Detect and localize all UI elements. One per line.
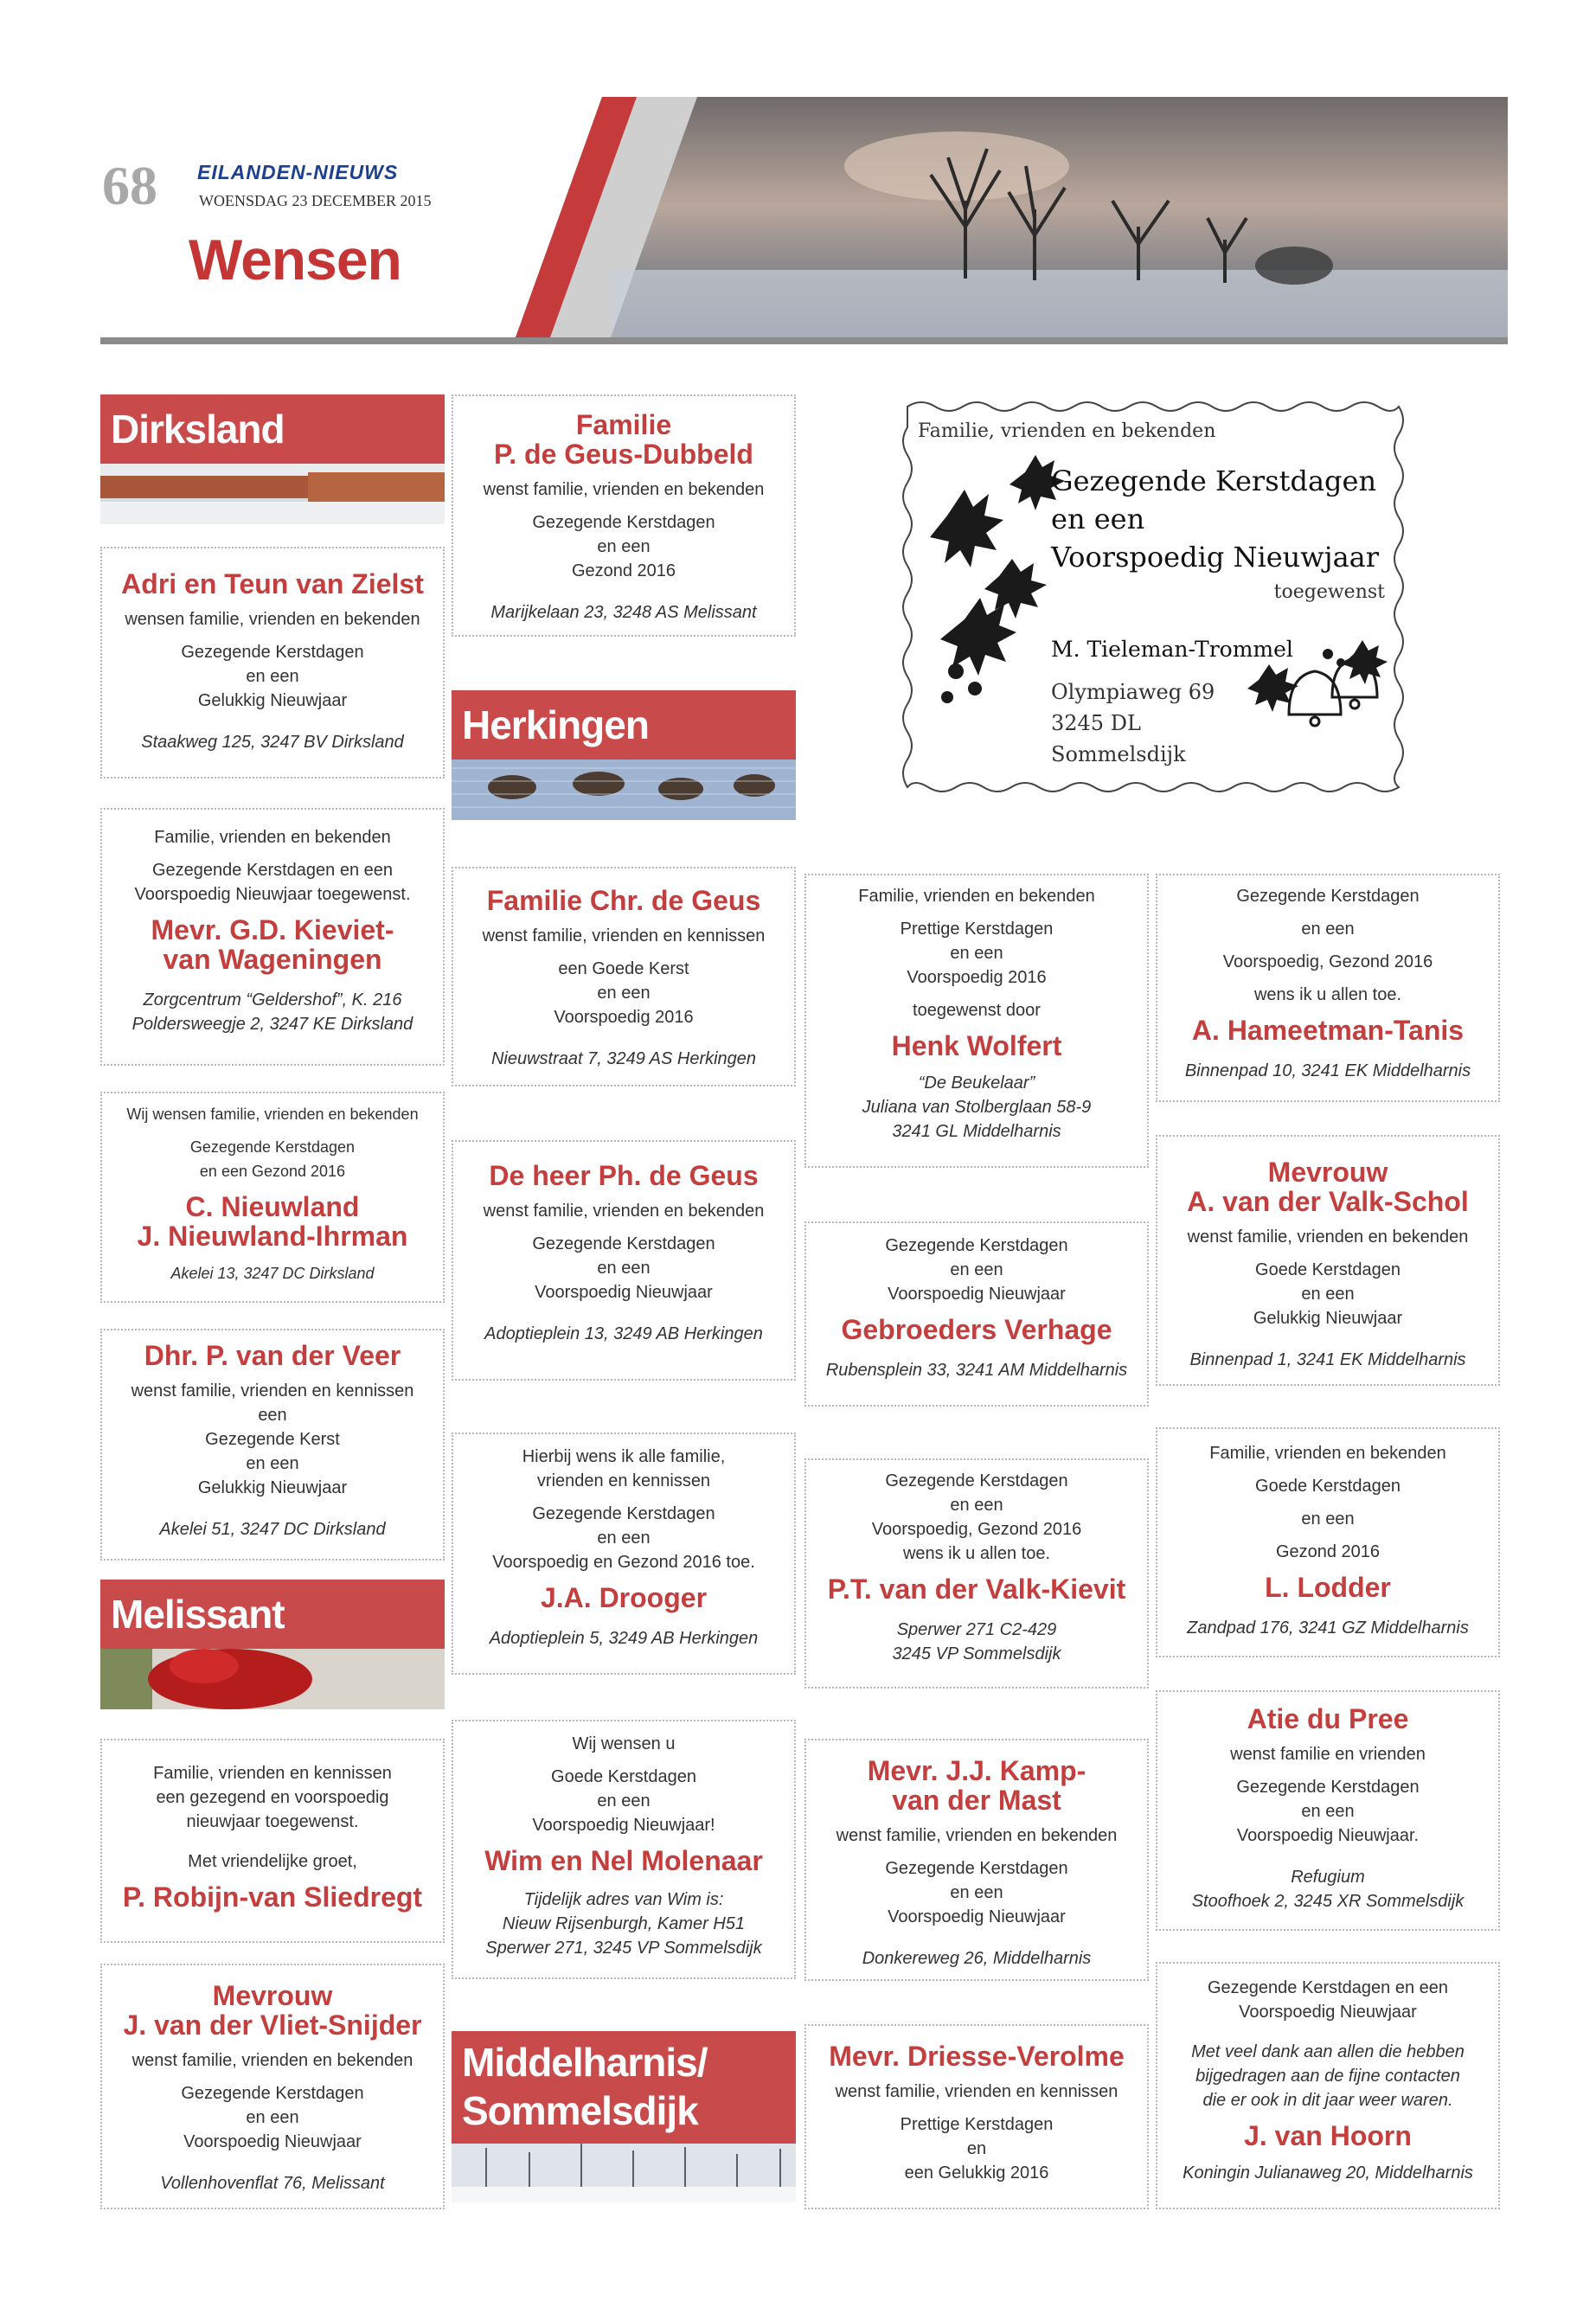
ad-name: Atie du Pree: [1247, 1703, 1409, 1734]
ad-text: en een: [950, 1260, 1003, 1279]
ad-hameetman: [1156, 874, 1500, 1102]
ad-name: Mevr. J.J. Kamp-: [867, 1755, 1086, 1786]
ad-text: wenst familie, vrienden en bekenden: [483, 1202, 765, 1221]
ad-address: Binnenpad 10, 3241 EK Middelharnis: [1184, 1061, 1471, 1080]
ad-robijn: [100, 1739, 445, 1943]
ad-text: Voorspoedig 2016: [907, 968, 1047, 987]
ad-address: Staakweg 125, 3247 BV Dirksland: [141, 733, 404, 752]
ad-text: Voorspoedig, Gezond 2016: [1222, 952, 1433, 971]
ad-van-der-veer: [100, 1329, 445, 1561]
ad-name: Familie Chr. de Geus: [486, 885, 761, 916]
ad-address: Stoofhoek 2, 3245 XR Sommelsdijk: [1191, 1892, 1465, 1911]
poinsettia-photo: [100, 1649, 445, 1709]
ad-van-der-valk-kievit: [804, 1458, 1149, 1689]
ad-text: Familie, vrienden en bekenden: [858, 887, 1095, 906]
ad-text: Wij wensen familie, vrienden en bekenden: [126, 1106, 419, 1123]
ad-text: een Gelukkig 2016: [904, 2163, 1049, 2182]
ad-text: Gezegende Kerstdagen: [885, 1471, 1068, 1490]
ad-address: Adoptieplein 5, 3249 AB Herkingen: [489, 1629, 759, 1648]
ad-name: Mevrouw: [1267, 1157, 1388, 1188]
ad-address: Poldersweegje 2, 3247 KE Dirksland: [131, 1015, 413, 1034]
section-title-line2: Sommelsdijk: [462, 2088, 698, 2133]
card-intro: Familie, vrienden en bekenden: [918, 420, 1216, 442]
ad-text: en een: [246, 2108, 299, 2127]
ad-text: Prettige Kerstdagen: [900, 920, 1054, 939]
ad-text: en een: [1301, 920, 1355, 939]
ad-text: en een: [1301, 1802, 1355, 1821]
ad-name: Adri en Teun van Zielst: [121, 568, 424, 599]
ad-text: toegewenst door: [913, 1001, 1041, 1020]
ad-kieviet: [100, 808, 445, 1066]
ad-text: en een: [950, 1883, 1003, 1902]
ad-text: Voorspoedig Nieuwjaar: [535, 1283, 713, 1302]
ad-address: Zorgcentrum “Geldershof”, K. 216: [143, 990, 402, 1009]
ad-text: Voorspoedig 2016: [554, 1008, 694, 1027]
ad-address: Akelei 51, 3247 DC Dirksland: [159, 1520, 386, 1539]
ad-address: “De Beukelaar”: [918, 1074, 1035, 1093]
card-address: [1051, 676, 1215, 770]
ad-text: wenst familie, vrienden en bekenden: [483, 480, 765, 499]
section-dirksland: [100, 394, 445, 524]
ad-text: Familie, vrienden en kennissen: [153, 1764, 392, 1783]
ad-name: C. Nieuwland: [185, 1191, 360, 1222]
ad-text: Goede Kerstdagen: [1255, 1477, 1401, 1496]
ad-text: een: [258, 1406, 287, 1425]
card-greeting: [1051, 462, 1379, 576]
ad-kamp: [804, 1739, 1149, 1981]
card-toegewenst: toegewenst: [1273, 581, 1385, 603]
ad-text: Voorspoedig Nieuwjaar: [183, 2132, 362, 2151]
ad-text: en een: [1301, 1509, 1355, 1529]
ad-name: Wim en Nel Molenaar: [484, 1845, 763, 1876]
ad-text: wenst familie, vrienden en kennissen: [131, 1381, 414, 1400]
ad-address: Nieuwstraat 7, 3249 AS Herkingen: [490, 1049, 757, 1068]
ad-text: Voorspoedig, Gezond 2016: [871, 1520, 1082, 1539]
ad-text: en een: [950, 944, 1003, 963]
ad-address: 3241 GL Middelharnis: [892, 1122, 1061, 1141]
ad-name: P.T. van der Valk-Kievit: [827, 1574, 1126, 1605]
winter-reeds-photo: [100, 464, 445, 524]
ad-name: Mevr. G.D. Kieviet-: [151, 914, 394, 945]
ad-drooger: [452, 1433, 796, 1675]
ad-du-pree: [1156, 1690, 1500, 1931]
ad-text: Met vriendelijke groet,: [188, 1852, 357, 1871]
header-rule: [100, 337, 1508, 344]
section-melissant: [100, 1580, 445, 1709]
ad-text: nieuwjaar toegewenst.: [186, 1812, 359, 1831]
ad-address: Adoptieplein 13, 3249 AB Herkingen: [484, 1324, 763, 1343]
ad-text: wenst familie, vrienden en bekenden: [836, 1826, 1118, 1845]
ad-text: en een: [597, 1259, 651, 1278]
geese-photo: [452, 760, 796, 820]
section-herkingen: [452, 690, 796, 820]
ad-text: Gezegende Kerstdagen: [532, 1234, 715, 1253]
ad-text: en: [966, 2139, 987, 2158]
newspaper-logo: EILANDEN-NIEUWS: [197, 161, 399, 183]
ad-text: en een: [1301, 1285, 1355, 1304]
section-title: [452, 2031, 796, 2144]
ad-address: Akelei 13, 3247 DC Dirksland: [170, 1265, 375, 1282]
ad-name: J. van der Vliet-Snijder: [123, 2009, 422, 2041]
ad-name: J. van Hoorn: [1244, 2120, 1412, 2151]
greeting-card-tieleman: [895, 394, 1411, 799]
card-line1: Gezegende Kerstdagen: [1051, 465, 1377, 497]
section-title: Melissant: [100, 1580, 445, 1649]
page-number: 68: [102, 155, 157, 216]
ad-text: wens ik u allen toe.: [1253, 985, 1402, 1004]
ad-text: en een: [246, 1454, 299, 1473]
ad-address: Tijdelijk adres van Wim is:: [523, 1890, 724, 1909]
ad-address: Zandpad 176, 3241 GZ Middelharnis: [1187, 1618, 1469, 1638]
ad-text: een Goede Kerst: [558, 959, 689, 978]
ad-lodder: [1156, 1427, 1500, 1657]
ad-address: Marijkelaan 23, 3248 AS Melissant: [490, 603, 757, 622]
ad-text: Voorspoedig Nieuwjaar toegewenst.: [134, 885, 411, 904]
ad-name: Gebroeders Verhage: [841, 1314, 1112, 1345]
ad-text: Gezegende Kerst: [205, 1430, 340, 1449]
ad-text: wensen familie, vrienden en bekenden: [125, 610, 420, 629]
ad-name: P. Robijn-van Sliedregt: [122, 1881, 423, 1913]
ad-address: Donkereweg 26, Middelharnis: [862, 1949, 1092, 1968]
ad-text: Gezegende Kerstdagen: [181, 2084, 364, 2103]
ad-text: Gezond 2016: [571, 561, 676, 580]
ad-text: Gezegende Kerstdagen en een: [152, 861, 393, 880]
ad-text: Gelukkig Nieuwjaar: [1253, 1309, 1403, 1328]
ad-ph-de-geus: [452, 1140, 796, 1381]
ad-text: Voorspoedig Nieuwjaar: [888, 1285, 1066, 1304]
ad-text: Goede Kerstdagen: [551, 1767, 696, 1786]
header-winter-photo: [516, 97, 1508, 337]
ad-name: P. de Geus-Dubbeld: [494, 439, 753, 470]
ad-name: Mevrouw: [212, 1980, 333, 2011]
ad-de-geus-dubbeld: [452, 394, 796, 637]
ad-text: en een: [597, 1791, 651, 1811]
ad-driesse-verolme: [804, 2024, 1149, 2209]
ad-molenaar: [452, 1720, 796, 1979]
ad-wolfert: [804, 874, 1149, 1168]
ad-chr-de-geus: [452, 867, 796, 1086]
ad-name: van der Mast: [892, 1785, 1061, 1816]
ad-text: Gezond 2016: [1275, 1542, 1381, 1561]
ad-text: Goede Kerstdagen: [1255, 1260, 1401, 1279]
ad-text: een gezegend en voorspoedig: [156, 1788, 389, 1807]
ad-name: De heer Ph. de Geus: [489, 1160, 759, 1191]
ad-text: Gezegende Kerstdagen: [532, 513, 715, 532]
ad-text: Gezegende Kerstdagen: [181, 643, 364, 662]
ad-van-zielst: [100, 547, 445, 779]
ad-address: Rubensplein 33, 3241 AM Middelharnis: [825, 1361, 1128, 1380]
ad-text: wenst familie, vrienden en kennissen: [482, 926, 766, 945]
ad-text: en een: [950, 1496, 1003, 1515]
card-line2: en een: [1051, 503, 1145, 535]
section-middelharnis: [452, 2031, 796, 2209]
ad-text: die er ook in dit jaar weer waren.: [1202, 2091, 1453, 2110]
ad-text: Prettige Kerstdagen: [900, 2115, 1054, 2134]
ad-van-der-vliet: [100, 1964, 445, 2209]
ad-text: Hierbij wens ik alle familie,: [522, 1447, 726, 1466]
ad-text: Gezegende Kerstdagen: [532, 1504, 715, 1523]
ad-text: en een: [246, 667, 299, 686]
ad-text: Wij wensen u: [572, 1734, 676, 1753]
ad-text: bijgedragen aan de fijne contacten: [1195, 2067, 1460, 2086]
card-addr1: Olympiaweg 69: [1051, 680, 1215, 704]
ad-text: wenst familie, vrienden en bekenden: [131, 2051, 413, 2070]
issue-date: WOENSDAG 23 DECEMBER 2015: [199, 192, 432, 209]
ad-name: J.A. Drooger: [540, 1582, 708, 1613]
ad-address: Juliana van Stolberglaan 58-9: [862, 1098, 1092, 1117]
card-addr2: 3245 DL: [1051, 711, 1141, 735]
ad-address: Binnenpad 1, 3241 EK Middelharnis: [1189, 1350, 1466, 1369]
ad-name: A. van der Valk-Schol: [1187, 1186, 1469, 1217]
ad-text: wens ik u allen toe.: [902, 1544, 1051, 1563]
ad-text: Gezegende Kerstdagen: [885, 1236, 1068, 1255]
snow-forest-photo: [452, 2144, 796, 2202]
ad-van-hoorn: [1156, 1962, 1500, 2209]
ad-text: vrienden en kennissen: [536, 1471, 711, 1490]
ad-text: Gelukkig Nieuwjaar: [197, 691, 348, 710]
ad-text: Gelukkig Nieuwjaar: [197, 1478, 348, 1497]
ad-text: Gezegende Kerstdagen: [189, 1138, 356, 1156]
ad-text: Gezegende Kerstdagen: [885, 1859, 1068, 1878]
ad-text: Voorspoedig Nieuwjaar: [1239, 2003, 1417, 2022]
ad-name: Dhr. P. van der Veer: [144, 1340, 401, 1371]
ad-name: Familie: [575, 409, 672, 440]
section-title-line1: Middelharnis/: [462, 2040, 708, 2085]
ad-address: Vollenhovenflat 76, Melissant: [160, 2174, 385, 2193]
ad-nieuwland: [100, 1092, 445, 1303]
ad-text: Met veel dank aan allen die hebben: [1191, 2042, 1465, 2061]
ad-text: Familie, vrienden en bekenden: [1209, 1444, 1446, 1463]
ad-text: Voorspoedig Nieuwjaar.: [1236, 1826, 1420, 1845]
ad-name: A. Hameetman-Tanis: [1191, 1015, 1465, 1046]
section-title: Herkingen: [452, 690, 796, 760]
ad-name: Henk Wolfert: [891, 1030, 1062, 1061]
ad-name: J. Nieuwland-Ihrman: [137, 1221, 408, 1252]
ad-name: Mevr. Driesse-Verolme: [829, 2041, 1125, 2072]
ad-address: 3245 VP Sommelsdijk: [892, 1644, 1061, 1663]
card-name: M. Tieleman-Trommel: [1051, 637, 1293, 662]
ad-text: wenst familie, vrienden en kennissen: [835, 2082, 1118, 2101]
ad-text: Voorspoedig Nieuwjaar!: [532, 1816, 715, 1835]
ad-text: wenst familie en vrienden: [1230, 1745, 1426, 1764]
ad-text: en een: [597, 1529, 651, 1548]
ad-text: Voorspoedig en Gezond 2016 toe.: [492, 1553, 755, 1572]
ad-address: Sperwer 271, 3245 VP Sommelsdijk: [485, 1939, 762, 1958]
ad-address: Sperwer 271 C2-429: [896, 1620, 1057, 1639]
ad-van-der-valk-schol: [1156, 1135, 1500, 1386]
ad-name: van Wageningen: [163, 944, 382, 975]
ad-text: Gezegende Kerstdagen en een: [1208, 1978, 1448, 1997]
ad-text: en een: [597, 984, 651, 1003]
ad-text: wenst familie, vrienden en bekenden: [1187, 1227, 1469, 1247]
ad-text: Voorspoedig Nieuwjaar: [888, 1907, 1066, 1926]
ad-text: Familie, vrienden en bekenden: [154, 828, 391, 847]
ad-text: en een: [597, 537, 651, 556]
card-addr3: Sommelsdijk: [1051, 742, 1186, 766]
card-line3: Voorspoedig Nieuwjaar: [1051, 541, 1380, 574]
ad-verhage: [804, 1221, 1149, 1407]
section-title: Dirksland: [100, 394, 445, 464]
page-title: Wensen: [189, 228, 401, 292]
ad-address: Nieuw Rijsenburgh, Kamer H51: [502, 1914, 746, 1933]
ad-address: Koningin Julianaweg 20, Middelharnis: [1183, 2163, 1473, 2182]
ad-text: Gezegende Kerstdagen: [1236, 887, 1420, 906]
ad-name: L. Lodder: [1265, 1572, 1391, 1603]
ad-address: Refugium: [1291, 1868, 1365, 1887]
ad-text: Gezegende Kerstdagen: [1236, 1778, 1420, 1797]
ad-text: en een Gezond 2016: [199, 1163, 346, 1180]
